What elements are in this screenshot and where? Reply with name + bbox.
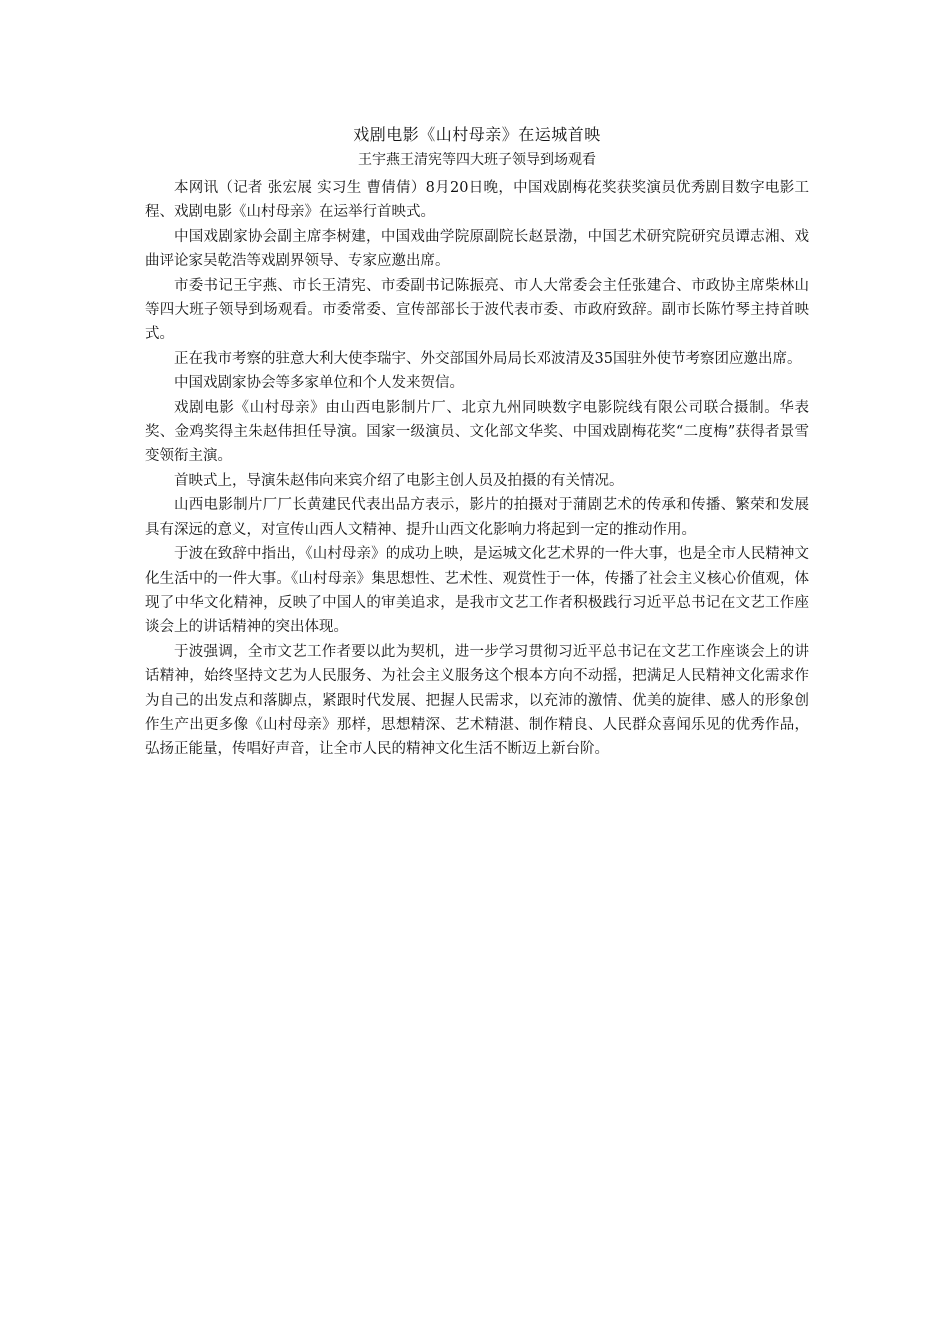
- paragraph-4: 正在我市考察的驻意大利大使李瑞宇、外交部国外局局长邓波清及35国驻外使节考察团应邀出席。: [174, 350, 802, 367]
- document-page: [145, 122, 809, 762]
- paragraph-10: 于波强调，全市文艺工作者要以此为契机，进一步学习贯彻习近平总书记在文艺工作座谈会上的讲话精神，始终坚持文艺为人民服务、为社会主义服务这个根本方向不动摇，把满足人民精神文化需求作为自己的出发点和落脚点，紧跟时代发展、把握人民需求，以充沛的激情、优美的旋律、感人的形象创作生产出更多像《山村母亲》那样，思想精深、艺术精湛、制作精良、人民群众喜闻乐见的优秀作品，弘扬正能量，传唱好声音，让全市人民的精神文化生活不断迈上新台阶。: [145, 643, 809, 758]
- paragraph-5: 中国戏剧家协会等多家单位和个人发来贺信。: [174, 375, 464, 392]
- paragraph-6: 戏剧电影《山村母亲》由山西电影制片厂、北京九州同映数字电影院线有限公司联合摄制。华表奖、金鸡奖得主朱赵伟担任导演。国家一级演员、文化部文华奖、中国戏剧梅花奖“二度梅”获得者景雪变领衔主演。: [145, 399, 809, 465]
- paragraph-9: 于波在致辞中指出，《山村母亲》的成功上映，是运城文化艺术界的一件大事，也是全市人民精神文化生活中的一件大事。《山村母亲》集思想性、艺术性、观赏性于一体，传播了社会主义核心价值观，体现了中华文化精神，反映了中国人的审美追求，是我市文艺工作者积极践行习近平总书记在文艺工作座谈会上的讲话精神的突出体现。: [145, 546, 809, 636]
- article-subtitle: 王宇燕王清宪等四大班子领导到场观看: [358, 152, 596, 168]
- article-body: [145, 176, 809, 762]
- paragraph-7: 首映式上，导演朱赵伟向来宾介绍了电影主创人员及拍摄的有关情况。: [174, 472, 624, 489]
- paragraph-1: 本网讯（记者 张宏展 实习生 曹倩倩）8月20日晚，中国戏剧梅花奖获奖演员优秀剧目数字电影工程、戏剧电影《山村母亲》在运举行首映式。: [145, 180, 809, 221]
- paragraph-3: 市委书记王宇燕、市长王清宪、市委副书记陈振亮、市人大常委会主任张建合、市政协主席柴林山等四大班子领导到场观看。市委常委、宣传部部长于波代表市委、市政府致辞。副市长陈竹琴主持首映式。: [145, 277, 809, 343]
- article-title: 戏剧电影《山村母亲》在运城首映: [353, 125, 601, 144]
- paragraph-2: 中国戏剧家协会副主席李树建，中国戏曲学院原副院长赵景渤，中国艺术研究院研究员谭志湘、戏曲评论家吴乾浩等戏剧界领导、专家应邀出席。: [145, 228, 809, 270]
- paragraph-8: 山西电影制片厂厂长黄建民代表出品方表示，影片的拍摄对于蒲剧艺术的传承和传播、繁荣和发展具有深远的意义，对宣传山西人文精神、提升山西文化影响力将起到一定的推动作用。: [145, 497, 809, 538]
